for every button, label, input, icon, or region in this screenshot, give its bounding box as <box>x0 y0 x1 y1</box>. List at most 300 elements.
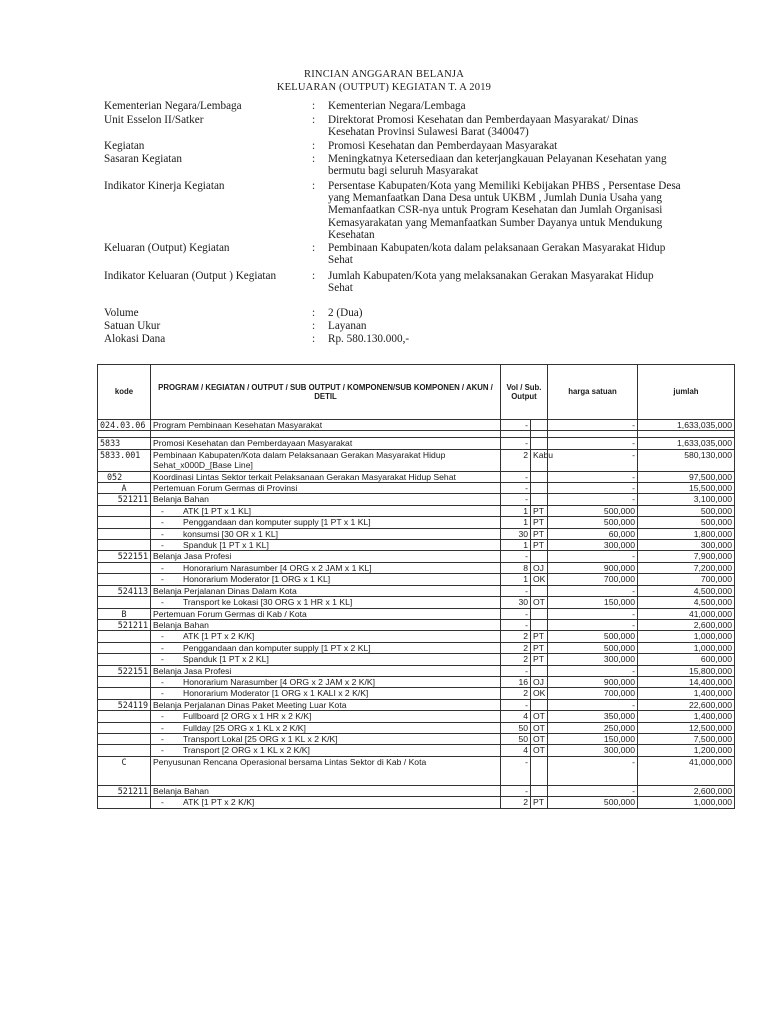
meta-label: Sasaran Kegiatan <box>104 153 182 165</box>
meta-colon: : <box>312 100 316 112</box>
harga-cell: - <box>548 665 638 676</box>
description-text: Belanja Jasa Profesi <box>153 665 232 676</box>
meta-value-line: Jumlah Kabupaten/Kota yang melaksanakan Gerakan Masyarakat Hidup <box>328 270 654 282</box>
description-text: Belanja Bahan <box>153 494 209 505</box>
meta-row <box>104 333 734 345</box>
description-cell <box>151 722 501 733</box>
volume-cell: 4 <box>501 745 531 756</box>
description-text: ATK [1 PT x 2 K/K] <box>183 797 255 808</box>
harga-cell: 500,000 <box>548 642 638 653</box>
unit-cell: Kabu <box>531 449 548 471</box>
detail-dash: - <box>161 676 164 687</box>
description-text: Penggandaan dan komputer supply [1 PT x 1 KL] <box>183 517 371 528</box>
description-cell <box>151 733 501 744</box>
kode-cell: B <box>98 608 151 619</box>
unit-cell <box>531 551 548 562</box>
meta-label: Satuan Ukur <box>104 320 161 332</box>
volume-cell: 30 <box>501 597 531 608</box>
jumlah-cell: 15,800,000 <box>638 665 735 676</box>
volume-cell: 4 <box>501 711 531 722</box>
spacer-cell <box>151 431 501 438</box>
unit-cell: PT <box>531 505 548 516</box>
meta-colon: : <box>312 180 316 192</box>
table-row <box>98 665 735 676</box>
meta-colon: : <box>312 270 316 282</box>
harga-cell: 300,000 <box>548 745 638 756</box>
description-text: Pembinaan Kabupaten/Kota dalam Pelaksanaan Gerakan Masyarakat Hidup Sehat_x000D_[Base Line] <box>153 449 446 471</box>
description-text: Belanja Perjalanan Dinas Paket Meeting Luar Kota <box>153 699 347 710</box>
document-subtitle: KELUARAN (OUTPUT) KEGIATAN T. A 2019 <box>276 82 492 93</box>
description-text: Transport Lokal [25 ORG x 1 KL x 2 K/K] <box>183 733 338 744</box>
jumlah-cell: 500,000 <box>638 517 735 528</box>
meta-label: Kementerian Negara/Lembaga <box>104 100 242 112</box>
harga-cell: 700,000 <box>548 574 638 585</box>
table-row <box>98 420 735 431</box>
jumlah-cell: 1,633,035,000 <box>638 420 735 431</box>
detail-dash: - <box>161 597 164 608</box>
volume-cell: 50 <box>501 733 531 744</box>
volume-cell: 16 <box>501 676 531 687</box>
unit-cell: PT <box>531 642 548 653</box>
table-row <box>98 745 735 756</box>
unit-cell: PT <box>531 797 548 808</box>
unit-cell <box>531 471 548 482</box>
kode-cell <box>98 631 151 642</box>
detail-dash: - <box>161 745 164 756</box>
volume-cell: - <box>501 438 531 449</box>
description-text: Honorarium Narasumber [4 ORG x 2 JAM x 1 KL] <box>183 562 372 573</box>
unit-cell <box>531 585 548 596</box>
meta-value-line: Memanfaatkan CSR-nya untuk Program Kesehatan dan Jumlah Organisasi <box>328 204 663 217</box>
jumlah-cell: 2,600,000 <box>638 785 735 796</box>
description-cell <box>151 619 501 630</box>
detail-dash: - <box>161 562 164 573</box>
table-row <box>98 711 735 722</box>
spacer-cell <box>548 431 638 438</box>
table-row <box>98 562 735 573</box>
harga-cell: - <box>548 585 638 596</box>
harga-cell: 500,000 <box>548 631 638 642</box>
kode-cell <box>98 676 151 687</box>
volume-cell: - <box>501 494 531 505</box>
kode-cell: 521211 <box>98 494 151 505</box>
table-row <box>98 631 735 642</box>
unit-cell: PT <box>531 517 548 528</box>
kode-cell: 522151 <box>98 551 151 562</box>
spacer-row <box>98 431 735 438</box>
meta-value-line: bermutu bagi seluruh Masyarakat <box>328 165 479 178</box>
volume-cell: 1 <box>501 505 531 516</box>
kode-cell: 522151 <box>98 665 151 676</box>
kode-cell: C <box>98 756 151 785</box>
meta-colon: : <box>312 333 316 345</box>
detail-dash: - <box>161 631 164 642</box>
unit-cell: OT <box>531 745 548 756</box>
detail-dash: - <box>161 528 164 539</box>
jumlah-cell: 1,633,035,000 <box>638 438 735 449</box>
table-row <box>98 597 735 608</box>
meta-row <box>104 307 734 319</box>
description-text: Transport [2 ORG x 1 KL x 2 K/K] <box>183 745 310 756</box>
volume-cell: - <box>501 608 531 619</box>
kode-cell <box>98 722 151 733</box>
description-cell <box>151 665 501 676</box>
header-kode: kode <box>98 365 151 420</box>
detail-dash: - <box>161 722 164 733</box>
volume-cell: - <box>501 551 531 562</box>
description-cell <box>151 797 501 808</box>
unit-cell: PT <box>531 528 548 539</box>
detail-dash: - <box>161 688 164 699</box>
description-text: Belanja Bahan <box>153 785 209 796</box>
description-cell <box>151 654 501 665</box>
meta-value <box>328 140 734 152</box>
volume-cell: 2 <box>501 688 531 699</box>
description-cell <box>151 449 501 471</box>
description-text: Transport ke Lokasi [30 ORG x 1 HR x 1 KL] <box>183 597 353 608</box>
description-cell <box>151 631 501 642</box>
jumlah-cell: 12,500,000 <box>638 722 735 733</box>
unit-cell: OK <box>531 688 548 699</box>
kode-cell: 5833.001 <box>98 449 151 471</box>
meta-row <box>104 242 734 266</box>
volume-cell: 2 <box>501 654 531 665</box>
kode-cell <box>98 688 151 699</box>
volume-cell: 1 <box>501 540 531 551</box>
jumlah-cell: 22,600,000 <box>638 699 735 710</box>
meta-value-line: Sehat <box>328 282 353 295</box>
jumlah-cell: 4,500,000 <box>638 585 735 596</box>
description-cell <box>151 420 501 431</box>
harga-cell: 150,000 <box>548 733 638 744</box>
detail-dash: - <box>161 540 164 551</box>
table-row <box>98 785 735 796</box>
unit-cell: OK <box>531 574 548 585</box>
kode-cell <box>98 642 151 653</box>
unit-cell <box>531 420 548 431</box>
table-row <box>98 654 735 665</box>
jumlah-cell: 1,000,000 <box>638 797 735 808</box>
table-row <box>98 733 735 744</box>
kode-cell <box>98 711 151 722</box>
header-program: PROGRAM / KEGIATAN / OUTPUT / SUB OUTPUT / KOMPONEN/SUB KOMPONEN / AKUN / DETIL <box>151 365 501 420</box>
table-row <box>98 449 735 471</box>
kode-cell <box>98 745 151 756</box>
jumlah-cell: 7,900,000 <box>638 551 735 562</box>
jumlah-cell: 1,000,000 <box>638 631 735 642</box>
table-row <box>98 471 735 482</box>
harga-cell: - <box>548 438 638 449</box>
unit-cell <box>531 785 548 796</box>
kode-cell <box>98 597 151 608</box>
table-row <box>98 438 735 449</box>
volume-cell: - <box>501 483 531 494</box>
harga-cell: - <box>548 420 638 431</box>
jumlah-cell: 500,000 <box>638 505 735 516</box>
harga-cell: - <box>548 471 638 482</box>
description-cell <box>151 551 501 562</box>
volume-cell: - <box>501 665 531 676</box>
jumlah-cell: 3,100,000 <box>638 494 735 505</box>
harga-cell: - <box>548 619 638 630</box>
jumlah-cell: 14,400,000 <box>638 676 735 687</box>
meta-label: Unit Esselon II/Satker <box>104 114 204 126</box>
meta-value-line: Promosi Kesehatan dan Pemberdayaan Masyarakat <box>328 140 558 152</box>
table-row <box>98 722 735 733</box>
kode-cell <box>98 540 151 551</box>
unit-cell <box>531 438 548 449</box>
harga-cell: - <box>548 483 638 494</box>
unit-cell <box>531 483 548 494</box>
volume-cell: - <box>501 471 531 482</box>
meta-value-line: Kementerian Negara/Lembaga <box>328 100 466 112</box>
meta-row <box>104 100 734 112</box>
kode-cell: 524119 <box>98 699 151 710</box>
description-text: Belanja Perjalanan Dinas Dalam Kota <box>153 585 297 596</box>
jumlah-cell: 41,000,000 <box>638 608 735 619</box>
meta-value-line: Direktorat Promosi Kesehatan dan Pemberdayaan Masyarakat/ Dinas <box>328 114 639 126</box>
description-text: ATK [1 PT x 2 K/K] <box>183 631 255 642</box>
meta-label: Kegiatan <box>104 140 145 152</box>
kode-cell: 521211 <box>98 619 151 630</box>
meta-label: Keluaran (Output) Kegiatan <box>104 242 230 254</box>
jumlah-cell: 300,000 <box>638 540 735 551</box>
description-text: Koordinasi Lintas Sektor terkait Pelaksanaan Gerakan Masyarakat Hidup Sehat <box>153 471 456 482</box>
unit-cell: PT <box>531 654 548 665</box>
spacer-cell <box>531 431 548 438</box>
harga-cell: - <box>548 699 638 710</box>
meta-value <box>328 180 734 241</box>
jumlah-cell: 600,000 <box>638 654 735 665</box>
volume-cell: 8 <box>501 562 531 573</box>
unit-cell <box>531 699 548 710</box>
description-cell <box>151 688 501 699</box>
description-text: Honorarium Narasumber [4 ORG x 2 JAM x 2 K/K] <box>183 676 375 687</box>
unit-cell: OJ <box>531 676 548 687</box>
volume-cell: 30 <box>501 528 531 539</box>
jumlah-cell: 97,500,000 <box>638 471 735 482</box>
volume-cell: - <box>501 699 531 710</box>
kode-cell <box>98 562 151 573</box>
description-cell <box>151 745 501 756</box>
description-text: Penggandaan dan komputer supply [1 PT x 2 KL] <box>183 642 371 653</box>
table-row <box>98 676 735 687</box>
volume-cell: 2 <box>501 797 531 808</box>
harga-cell: - <box>548 608 638 619</box>
kode-cell: 5833 <box>98 438 151 449</box>
header-jumlah: jumlah <box>638 365 735 420</box>
table-row <box>98 756 735 785</box>
table-row <box>98 619 735 630</box>
harga-cell: 900,000 <box>548 562 638 573</box>
volume-cell: - <box>501 785 531 796</box>
description-cell <box>151 699 501 710</box>
jumlah-cell: 1,400,000 <box>638 688 735 699</box>
harga-cell: - <box>548 494 638 505</box>
harga-cell: - <box>548 551 638 562</box>
budget-table <box>97 364 735 809</box>
harga-cell: - <box>548 756 638 785</box>
table-row <box>98 585 735 596</box>
spacer-cell <box>98 431 151 438</box>
description-cell <box>151 438 501 449</box>
spacer-cell <box>638 431 735 438</box>
table-row <box>98 483 735 494</box>
harga-cell: 250,000 <box>548 722 638 733</box>
harga-cell: - <box>548 785 638 796</box>
table-row <box>98 528 735 539</box>
description-cell <box>151 711 501 722</box>
volume-cell: 2 <box>501 631 531 642</box>
description-cell <box>151 494 501 505</box>
unit-cell: PT <box>531 540 548 551</box>
meta-colon: : <box>312 307 316 319</box>
table-row <box>98 608 735 619</box>
description-text: Spanduk [1 PT x 2 KL] <box>183 654 269 665</box>
jumlah-cell: 1,000,000 <box>638 642 735 653</box>
unit-cell: OT <box>531 733 548 744</box>
table-row <box>98 494 735 505</box>
description-text: Honorarium Moderator [1 ORG x 1 KALI x 2 K/K] <box>183 688 369 699</box>
jumlah-cell: 41,000,000 <box>638 756 735 785</box>
unit-cell <box>531 608 548 619</box>
description-text: Penyusunan Rencana Operasional bersama Lintas Sektor di Kab / Kota <box>153 756 427 767</box>
description-cell <box>151 517 501 528</box>
description-text: Fullday [25 ORG x 1 KL x 2 K/K] <box>183 722 306 733</box>
kode-cell <box>98 574 151 585</box>
table-row <box>98 517 735 528</box>
detail-dash: - <box>161 642 164 653</box>
description-cell <box>151 597 501 608</box>
description-cell <box>151 676 501 687</box>
harga-cell: 300,000 <box>548 540 638 551</box>
meta-value <box>328 307 734 319</box>
description-text: Fullboard [2 ORG x 1 HR x 2 K/K] <box>183 711 312 722</box>
meta-value <box>328 320 734 332</box>
meta-value-line: 2 (Dua) <box>328 307 363 319</box>
meta-label: Indikator Kinerja Kegiatan <box>104 180 225 192</box>
jumlah-cell: 15,500,000 <box>638 483 735 494</box>
meta-row <box>104 270 734 294</box>
meta-label: Indikator Keluaran (Output ) Kegiatan <box>104 270 277 282</box>
meta-value-line: Layanan <box>328 320 367 332</box>
description-cell <box>151 642 501 653</box>
kode-cell <box>98 528 151 539</box>
meta-value <box>328 100 734 112</box>
harga-cell: 350,000 <box>548 711 638 722</box>
table-row <box>98 574 735 585</box>
jumlah-cell: 580,130,000 <box>638 449 735 471</box>
kode-cell <box>98 517 151 528</box>
kode-cell <box>98 733 151 744</box>
meta-row <box>104 153 734 177</box>
jumlah-cell: 2,600,000 <box>638 619 735 630</box>
meta-value-line: Meningkatnya Ketersediaan dan keterjangkauan Pelayanan Kesehatan yang <box>328 153 667 165</box>
meta-value-line: Kesehatan Provinsi Sulawesi Barat (340047) <box>328 126 529 139</box>
jumlah-cell: 700,000 <box>638 574 735 585</box>
description-cell <box>151 505 501 516</box>
detail-dash: - <box>161 654 164 665</box>
description-cell <box>151 483 501 494</box>
meta-value <box>328 333 734 345</box>
harga-cell: 500,000 <box>548 797 638 808</box>
unit-cell: PT <box>531 631 548 642</box>
kode-cell: A <box>98 483 151 494</box>
harga-cell: 500,000 <box>548 505 638 516</box>
detail-dash: - <box>161 574 164 585</box>
meta-label: Alokasi Dana <box>104 333 166 345</box>
detail-dash: - <box>161 517 164 528</box>
jumlah-cell: 1,800,000 <box>638 528 735 539</box>
jumlah-cell: 4,500,000 <box>638 597 735 608</box>
jumlah-cell: 7,500,000 <box>638 733 735 744</box>
description-cell <box>151 528 501 539</box>
kode-cell: 521211 <box>98 785 151 796</box>
description-cell <box>151 756 501 785</box>
volume-cell: 2 <box>501 642 531 653</box>
meta-colon: : <box>312 320 316 332</box>
meta-value-line: Kesehatan <box>328 228 375 241</box>
description-cell <box>151 585 501 596</box>
jumlah-cell: 1,200,000 <box>638 745 735 756</box>
meta-value-line: Sehat <box>328 254 353 267</box>
detail-dash: - <box>161 711 164 722</box>
meta-colon: : <box>312 153 316 165</box>
volume-cell: - <box>501 756 531 785</box>
meta-value-line: Kemasyarakatan yang Memanfaatkan Sumber Dayanya untuk Mendukung <box>328 216 663 229</box>
unit-cell <box>531 665 548 676</box>
meta-row <box>104 180 734 241</box>
unit-cell: OT <box>531 711 548 722</box>
table-row <box>98 551 735 562</box>
description-text: ATK [1 PT x 1 KL] <box>183 505 251 516</box>
kode-cell <box>98 654 151 665</box>
table-row <box>98 797 735 808</box>
meta-colon: : <box>312 140 316 152</box>
table-row <box>98 699 735 710</box>
table-row <box>98 540 735 551</box>
table-row <box>98 505 735 516</box>
harga-cell: 60,000 <box>548 528 638 539</box>
description-cell <box>151 471 501 482</box>
unit-cell: OT <box>531 722 548 733</box>
jumlah-cell: 7,200,000 <box>638 562 735 573</box>
description-text: Pertemuan Forum Germas di Provinsi <box>153 483 298 494</box>
harga-cell: 300,000 <box>548 654 638 665</box>
description-text: konsumsi [30 OR x 1 KL] <box>183 528 279 539</box>
description-text: Pertemuan Forum Germas di Kab / Kota <box>153 608 307 619</box>
harga-cell: 150,000 <box>548 597 638 608</box>
volume-cell: 50 <box>501 722 531 733</box>
unit-cell <box>531 494 548 505</box>
description-cell <box>151 540 501 551</box>
meta-value <box>328 270 734 294</box>
spacer-cell <box>501 431 531 438</box>
header-volume: Vol / Sub. Output <box>501 365 548 420</box>
detail-dash: - <box>161 733 164 744</box>
description-text: Honorarium Moderator [1 ORG x 1 KL] <box>183 574 331 585</box>
description-cell <box>151 574 501 585</box>
document-title: RINCIAN ANGGARAN BELANJA <box>304 69 464 80</box>
meta-colon: : <box>312 114 316 126</box>
description-text: Promosi Kesehatan dan Pemberdayaan Masyarakat <box>153 438 353 449</box>
unit-cell <box>531 756 548 785</box>
harga-cell: 900,000 <box>548 676 638 687</box>
meta-value <box>328 242 734 266</box>
meta-label: Volume <box>104 307 139 319</box>
meta-value-line: yang Memanfaatkan Dana Desa untuk UKBM , Jumlah Dunia Usaha yang <box>328 192 662 205</box>
volume-cell: - <box>501 420 531 431</box>
